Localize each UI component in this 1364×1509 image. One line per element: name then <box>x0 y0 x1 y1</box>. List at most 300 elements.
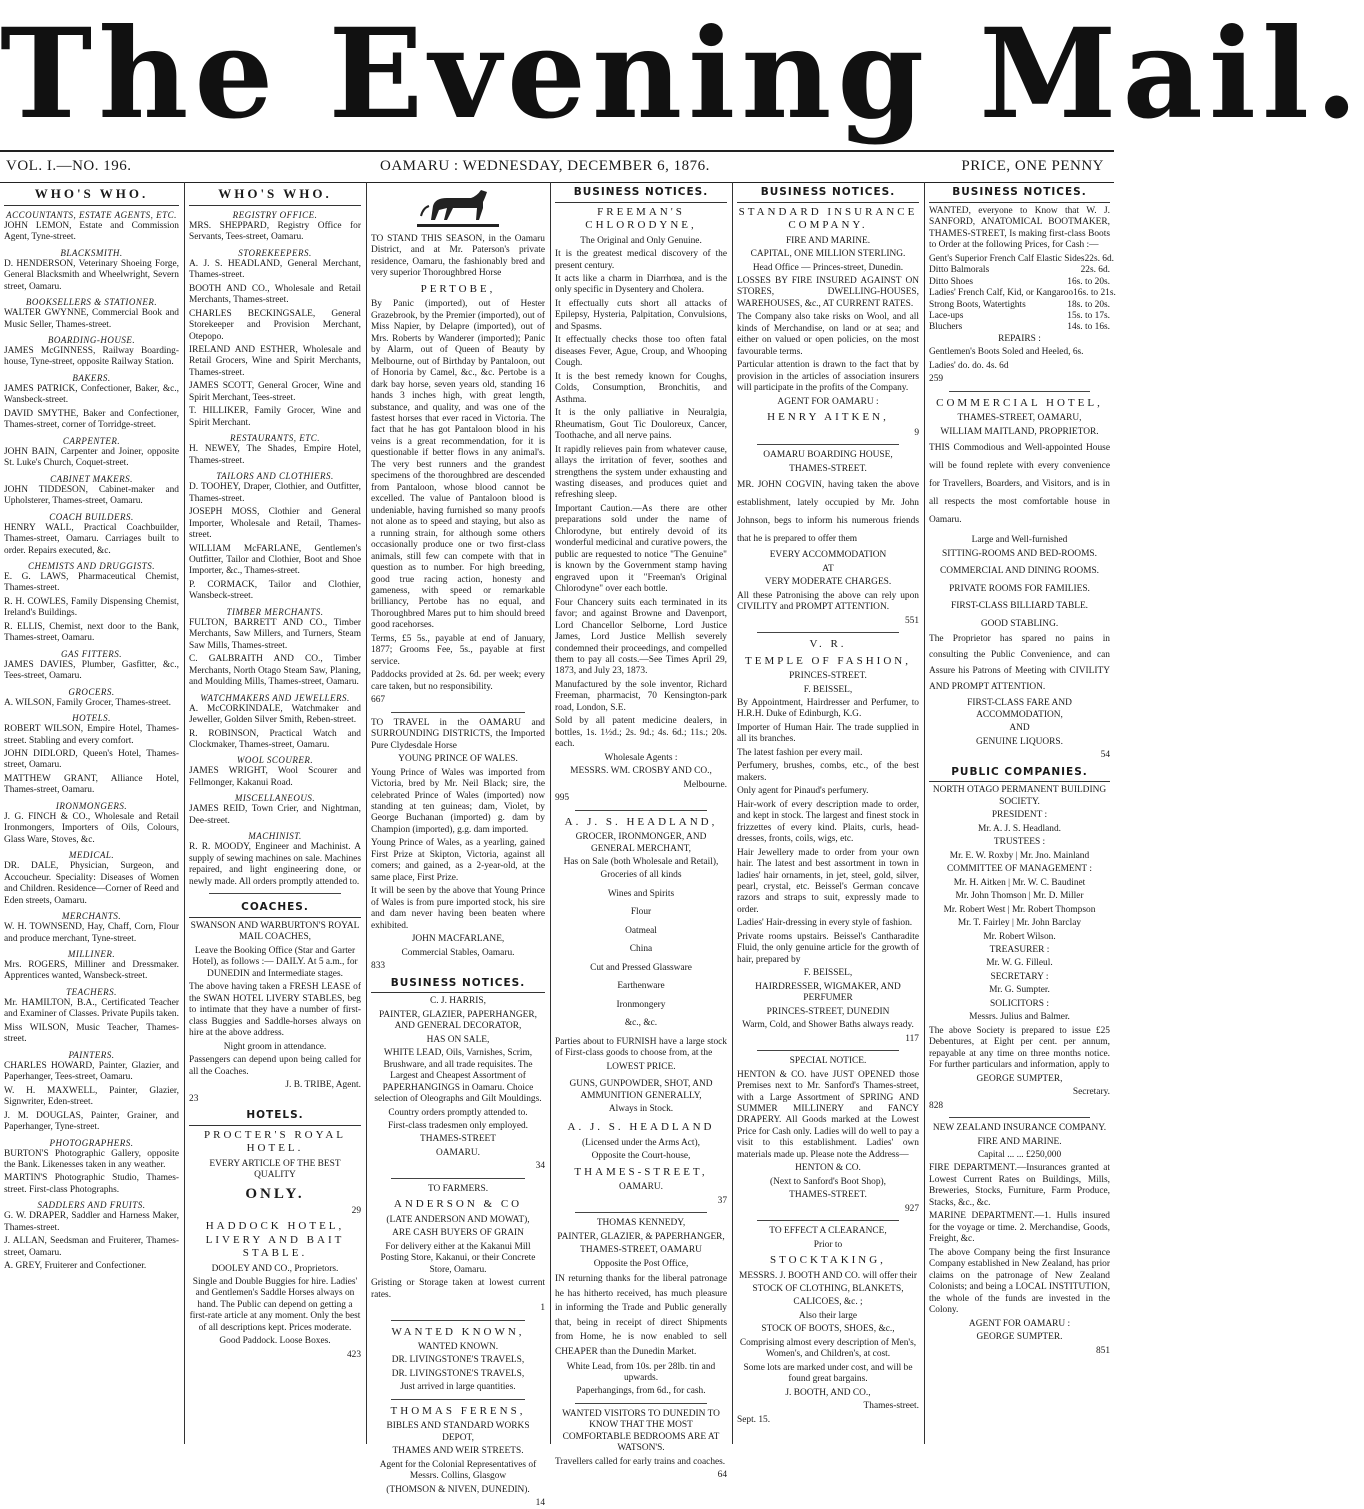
headland-items <box>555 870 727 1029</box>
fashion-paragraph: The latest fashion per every mail. <box>737 747 863 758</box>
ad-number: 667 <box>371 695 386 706</box>
coaches-body: Leave the Booking Office (Star and Garter Hotel), as follows :— DAILY. At 5 a.m., for DUNEDIN and Intermediate stages. <box>192 945 358 979</box>
boarding-line: VERY MODERATE CHARGES. <box>764 577 892 588</box>
directory-entry: JAMES McGINNESS, Railway Boarding-house, Tyne-street, opposite Railway Station. <box>4 346 179 368</box>
directory-entry: WILLIAM McFARLANE, Gentlemen's Outfitter, Tailor and Clothier, Boot and Shoe Importer, &c., Thames-street. <box>189 543 361 577</box>
headland-stock: Always in Stock. <box>608 1104 674 1115</box>
freeman-paragraph: It is the greatest medical discovery of the present century. <box>555 249 727 271</box>
freeman-paragraph: It is the best remedy known for Coughs, Colds, Consumption, Bronchitis, and Asthma. <box>555 371 727 405</box>
royal-cipher: V. R. <box>809 638 847 651</box>
commercial-line: Large and Well-furnished <box>971 535 1068 546</box>
directory-entry: Miss WILSON, Music Teacher, Thames-street. <box>4 1022 179 1045</box>
freeman-title: FREEMAN'S CHLORODYNE, <box>585 205 697 232</box>
section-heading: CABINET MAKERS. <box>50 473 133 484</box>
building-label: COMMITTEE OF MANAGEMENT : <box>947 864 1092 875</box>
section-heading: PAINTERS. <box>68 1049 115 1060</box>
ad-number: 259 <box>929 374 944 385</box>
price-item: Bluchers <box>929 322 963 333</box>
directory-entry: CHARLES HOWARD, Painter, Glazier, and Paperhanger, Tees-street, Oamaru. <box>4 1060 179 1083</box>
harris-line: Country orders promptly attended to. <box>388 1107 528 1118</box>
kennedy-paper: Paperhangings, from 6d., for cash. <box>576 1386 706 1397</box>
freeman-paragraph: It effectually checks those too often fatal diseases Fever, Ague, Croup, and Whooping Cough. <box>555 335 727 369</box>
column-3 <box>367 182 549 1509</box>
fashion-paragraph: Importer of Human Hair. The trade supplied in all its branches. <box>737 722 919 745</box>
section-heading: BOOKSELLERS & STATIONER. <box>25 297 158 308</box>
headland-has: Has on Sale (both Wholesale and Retail), <box>563 856 719 867</box>
section-heading: BAKERS. <box>72 372 111 383</box>
committee-list <box>929 878 1110 943</box>
fashion-street: PRINCES-STREET. <box>789 671 867 682</box>
hotel-name: PROCTER'S ROYAL HOTEL. <box>203 1128 347 1155</box>
clearance-body: MESSRS. J. BOOTH AND CO. will offer their <box>739 1270 917 1281</box>
repairs-line: Gentlemen's Boots Soled and Heeled, 6s. <box>929 347 1084 358</box>
insurance-title: STANDARD INSURANCE COMPANY. <box>738 205 918 232</box>
directory-entry: A. McCORKINDALE, Watchmaker and Jeweller, Golden Silver Smith, Reben-street. <box>189 703 361 726</box>
fashion-trade: HAIRDRESSER, WIGMAKER, AND PERFUMER <box>755 981 901 1004</box>
building-label: SECRETARY : <box>990 971 1049 982</box>
repairs-line: Ladies' do. do. 4s. 6d <box>929 360 1009 371</box>
commercial-body: The Proprietor has spared no pains in consulting the Public Convenience, and can Assure his Patrons of Meeting with CIVILITY AND PROMPT ATTENTION. <box>929 634 1110 693</box>
fashion-paragraphs <box>737 698 919 966</box>
directory-entry: JAMES SCOTT, General Grocer, Wine and Spirit Merchant, Tees-street. <box>189 381 361 403</box>
headland-parties: Parties about to FURNISH have a large stock of First-class goods to choose from, at the <box>555 1036 727 1059</box>
coaches-body: Passengers can depend upon being called for all the Coaches. <box>189 1055 361 1077</box>
headland-item: Wines and Spirits <box>607 888 675 899</box>
ad-number: 29 <box>351 1205 361 1216</box>
section-heading: TEACHERS. <box>66 986 117 997</box>
headland-item: Earthenware <box>617 981 665 992</box>
business-notices-heading: BUSINESS NOTICES. <box>737 184 919 203</box>
freeman-place: Melbourne. <box>683 779 727 790</box>
price-item: Ladies' French Calf, Kid, or Kangaroo <box>929 288 1074 299</box>
anderson-buyers: ARE CASH BUYERS OF GRAIN <box>392 1228 524 1239</box>
nz-body: MARINE DEPARTMENT.—1. Hulls insured for the voyage or time. 2. Merchandise, Goods, Freight, &c. <box>929 1211 1110 1245</box>
price-row <box>929 322 1110 333</box>
ad-number: 117 <box>905 1033 919 1044</box>
column-4 <box>551 182 731 1481</box>
price-item: Ditto Balmorals <box>929 265 990 276</box>
harris-line: First-class tradesmen only employed. <box>387 1121 529 1132</box>
directory-entry: JOHN TIDDESON, Cabinet-maker and Upholsterer, Thames-street, Oamaru. <box>4 484 179 507</box>
coaches-heading: COACHES. <box>189 899 361 918</box>
clearance-line: STOCK OF CLOTHING, BLANKETS, <box>752 1284 904 1295</box>
ad-number: 423 <box>346 1349 361 1360</box>
fashion-paragraph: Perfumery, brushes, combs, etc., of the best makers. <box>737 761 919 783</box>
directory-entry: JOSEPH MOSS, Clothier and General Importer, Wholesale and Retail, Thames-street. <box>189 507 361 541</box>
hotel-name: HADDOCK HOTEL, LIVERY AND BAIT STABLE. <box>205 1220 345 1260</box>
boarding-line: EVERY ACCOMMODATION <box>769 550 887 561</box>
commercial-line: SITTING-ROOMS AND BED-ROOMS. <box>942 548 1097 559</box>
column-heading: WHO'S WHO. <box>189 184 361 206</box>
directory-entry: Mr. HAMILTON, B.A., Certificated Teacher and Examiner of Classes. Private Pupils taken. <box>4 997 179 1020</box>
price-value: 22s. 6d. <box>1084 253 1115 264</box>
boarding-title: OAMARU BOARDING HOUSE, <box>763 450 893 461</box>
fashion-name: F. BEISSEL, <box>803 684 853 695</box>
headland-item: China <box>629 944 653 955</box>
fashion-paragraph: Ladies' Hair-dressing in every style of fashion. <box>737 918 913 929</box>
nz-sub: FIRE AND MARINE. <box>977 1136 1062 1147</box>
directory-entry: W. H. MAXWELL, Painter, Glazier, Signwriter, Eden-street. <box>4 1085 179 1108</box>
section-heading: GROCERS. <box>68 686 115 697</box>
ad-number: 64 <box>717 1470 727 1481</box>
fashion-paragraph: Only agent for Pinaud's perfumery. <box>737 786 869 797</box>
wanted-line: DR. LIVINGSTONE'S TRAVELS, <box>391 1355 525 1366</box>
directory-entry: JAMES DAVIES, Plumber, Gasfitter, &c., Tees-street, Oamaru. <box>4 659 179 682</box>
commercial-body: THIS Commodious and Well-appointed House will be found replete with every convenience for Travellers, Boarders, and Visitors, and is in all respects the most comfortable house in Oamaru. <box>929 443 1110 525</box>
commercial-line: FIRST-CLASS FARE AND ACCOMMODATION, <box>967 698 1072 720</box>
directory-entry: A. WILSON, Family Grocer, Thames-street. <box>4 697 171 708</box>
directory-entry: W. H. TOWNSEND, Hay, Chaff, Corn, Flour and produce merchant, Tyne-street. <box>4 922 179 944</box>
fashion-title: TEMPLE OF FASHION, <box>745 654 911 667</box>
nz-agent: GEORGE SUMPTER. <box>976 1332 1063 1343</box>
directory-list <box>189 210 361 888</box>
directory-entry: J. ALLAN, Seedsman and Fruiterer, Thames-street, Oamaru. <box>4 1236 179 1258</box>
ferens-line: Agent for the Colonial Representatives of Messrs. Collins, Glasgow <box>379 1459 537 1482</box>
insurance-agent-label: AGENT FOR OAMARU : <box>777 396 879 407</box>
hotel-owner: DOOLEY AND CO., Proprietors. <box>211 1263 339 1274</box>
directory-entry: DAVID SMYTHE, Baker and Confectioner, Thames-street, corner of Torridge-street. <box>4 408 179 431</box>
dateline <box>0 150 1114 183</box>
directory-entry: R. H. COWLES, Family Dispensing Chemist, Ireland's Buildings. <box>4 596 179 619</box>
wanted-title: WANTED KNOWN, <box>391 1325 525 1338</box>
ad-number: 34 <box>535 1161 545 1172</box>
directory-entry: D. HENDERSON, Veterinary Shoeing Forge, General Blacksmith and Wheelwright, Severn street, Oamaru. <box>4 258 179 292</box>
directory-entry: T. HILLIKER, Family Grocer, Wine and Spirit Merchant. <box>189 406 361 428</box>
visitors-title: WANTED VISITORS TO DUNEDIN TO KNOW THAT THE MOST COMFORTABLE BEDROOMS ARE AT WATSON'S. <box>562 1408 720 1454</box>
directory-entry: A. J. S. HEADLAND, General Merchant, Thames-street. <box>189 258 361 281</box>
directory-entry: D. TOOHEY, Draper, Clothier, and Outfitter, Thames-street. <box>189 482 361 504</box>
freeman-sub: The Original and Only Genuine. <box>580 235 702 246</box>
harris-body: WHITE LEAD, Oils, Varnishes, Scrim, Brushware, and all trade requisites. The Largest and Cheapest Assortment of PAPERHANGINGS in Oamaru. Choice selection of Oleographs and Gilt Mouldings. <box>374 1048 542 1105</box>
freeman-paragraph: Four Chancery suits each terminated in its favor; and against Browne and Davenport, Lord Chancellor Selborne, Lord Justice James, Lord Justice Mellish severely condemned their proceedings, and compelled them to pay all costs.—See Times April 29, 1873, and July 23, 1873. <box>555 597 727 677</box>
directory-entry: WALTER GWYNNE, Commercial Book and Music Seller, Thames-street. <box>4 308 179 330</box>
section-heading: IRONMONGERS. <box>55 800 128 811</box>
section-heading: RESTAURANTS, ETC. <box>229 433 321 444</box>
travel-body: Young Prince of Wales was imported from Victoria, bred by Mr. Neil Black; sire, the celebrated Prince of Wales (imported) now standing at ten guineas; dam, Violet, by George Buchanan (imported) g. dam by Champion (imported), g.g. dam imported. <box>371 767 545 835</box>
directory-entry: JOHN BAIN, Carpenter and Joiner, opposite St. Luke's Church, Coquet-street. <box>4 446 179 469</box>
section-heading: MILLINER. <box>67 949 116 960</box>
column-5 <box>733 182 923 1444</box>
issue-price: PRICE, ONE PENNY <box>961 158 1104 174</box>
headland-lowest: LOWEST PRICE. <box>606 1061 676 1072</box>
building-label: SOLICITORS : <box>990 998 1049 1009</box>
headland-name: A. J. S. HEADLAND <box>567 1121 715 1134</box>
headland-item: Oatmeal <box>625 925 657 936</box>
headland-guns: GUNS, GUNPOWDER, SHOT, AND AMMUNITION GENERALLY, <box>569 1079 713 1101</box>
column-2 <box>185 182 365 1444</box>
ad-number: 851 <box>1095 1345 1110 1356</box>
ad-number: 23 <box>189 1093 199 1104</box>
ferens-line: BIBLES AND STANDARD WORKS DEPOT, <box>386 1421 530 1443</box>
building-name: Mr. G. Sumpter. <box>989 985 1050 996</box>
clearance-body: Some lots are marked under cost, and will be found great bargains. <box>743 1362 913 1385</box>
fashion-baths: Warm, Cold, and Shower Baths always ready. <box>742 1020 914 1031</box>
fashion-paragraph: Private rooms upstairs. Beissel's Cantharadite Fluid, the only genuine article for the growth of hair, prepared by <box>737 931 919 965</box>
freeman-paragraph: It effectually cuts short all attacks of Epilepsy, Hysteria, Palpitation, Convulsions, and Spasms. <box>555 298 727 332</box>
building-name: Messrs. Julius and Balmer. <box>969 1012 1070 1023</box>
sanford-body: WANTED, everyone to Know that W. J. SANFORD, ANATOMICAL BOOTMAKER, THAMES-STREET, Is making first-class Boots to Order at the following Prices, for Cash :— <box>929 205 1110 251</box>
travel-body: It will be seen by the above that Young Prince of Wales is from pure imported stock, his sire and dam never having been beaten where exhibited. <box>371 886 545 931</box>
commercial-line: COMMERCIAL AND DINING ROOMS. <box>939 566 1100 577</box>
clearance-body: Comprising almost every description of Men's, Women's, and Children's, at cost. <box>739 1337 917 1360</box>
ad-number: 833 <box>371 961 386 972</box>
boarding-body: All these Patronising the above can rely upon CIVILITY and PROMPT ATTENTION. <box>737 590 919 613</box>
horse-name: YOUNG PRINCE OF WALES. <box>398 754 518 765</box>
harris-town: OAMARU. <box>435 1147 480 1158</box>
clearance-date: Sept. 15. <box>737 1414 771 1425</box>
freeman-paragraph: It is the only palliative in Neuralgia, Rheumatism, Gout Tic Douloreux, Cancer, Toothache, and all nerve pains. <box>555 408 727 442</box>
section-heading: BLACKSMITH. <box>60 247 123 258</box>
committee-member: Mr. Robert Wilson. <box>983 931 1056 942</box>
wanted-sub: WANTED KNOWN. <box>417 1341 499 1352</box>
price-value: 15s. to 17s. <box>1067 311 1110 322</box>
issue-date: OAMARU : WEDNESDAY, DECEMBER 6, 1876. <box>380 158 710 174</box>
harris-trade: PAINTER, GLAZIER, PAPERHANGER, AND GENERAL DECORATOR, <box>379 1009 537 1032</box>
commercial-line: PRIVATE ROOMS FOR FAMILIES. <box>949 583 1090 594</box>
headland-item: Flour <box>630 907 652 918</box>
column-6 <box>925 182 1114 1444</box>
fashion-name: F. BEISSEL, <box>803 968 853 979</box>
boarding-street: THAMES-STREET. <box>789 463 867 474</box>
committee-member: Mr. H. Aitken | Mr. W. C. Baudinet <box>953 877 1086 888</box>
section-heading: MISCELLANEOUS. <box>234 793 316 804</box>
fashion-paragraph: By Appointment, Hairdresser and Perfumer, to H.R.H. Duke of Edinburgh, K.G. <box>737 697 919 720</box>
nz-body: The above Company being the first Insurance Company established in New Zealand, has prior claims on the patronage of New Zealand Colonists; and being a LOCAL INSTITUTION, the whole of the funds are invested in the Colony. <box>929 1247 1110 1316</box>
price-value: 22s. 6d. <box>1080 265 1110 276</box>
clearance-stock: STOCKTAKING, <box>770 1254 886 1267</box>
building-label: TREASURER : <box>989 944 1050 955</box>
headland-trade: GROCER, IRONMONGER, AND GENERAL MERCHANT, <box>575 832 707 854</box>
directory-entry: MATTHEW GRANT, Alliance Hotel, Thames-street, Oamaru. <box>4 773 179 796</box>
kennedy-body: IN returning thanks for the liberal patronage he has hitherto received, has much pleasure in informing the Trade and Public generally that, being in receipt of direct Shipments from Home, he is now enabled to sell CHEAPER than the Dunedin Market. <box>555 1274 727 1357</box>
price-value: 16s. to 21s. <box>1073 288 1116 299</box>
section-heading: ACCOUNTANTS, ESTATE AGENTS, ETC. <box>6 209 177 220</box>
freeman-agents: Wholesale Agents : <box>604 752 678 763</box>
directory-entry: G. W. DRAPER, Saddler and Harness Maker, Thames-street. <box>4 1211 179 1233</box>
headland-street: THAMES-STREET, <box>574 1165 708 1178</box>
harris-name: C. J. HARRIS, <box>429 996 486 1007</box>
directory-entry: P. CORMACK, Tailor and Clothier, Wansbeck-street. <box>189 579 361 602</box>
directory-entry: BOOTH AND CO., Wholesale and Retail Merchants, Thames-street. <box>189 283 361 306</box>
pertobe-body: By Panic (imported), out of Hester Grazebrook, by the Premier (imported), out of Miss Napier, by Delapre (imported), out of Mrs. Roberts by Wanderer (imported); Panic by Alarm, out of Queen of Beauty by Melbourne, out of Birthday by Pantaloon, out of Honoria by Camel, &c., &c. Pertobe is a dark bay horse, seven years old, standing 16 hands 3 inches high, with great length, substance, and quality, and was one of the fastest horses that ever raced in Victoria. The fact that he has got Pantaloon blood in his veins is a great recommendation, for it is questionable if better flows in any animal's. The very best runners and the grandest specimens of the thoroughbred are descended from Pantaloon, whose blood cannot be excelled. The value of Pantaloon blood is undeniable, having furnished so many proofs not alone as to speed and staying, but also as a running strain, for although some others occasionally produce one or two first-class animals, still few can compete with that in question as to number. For high breeding, good true racing action, honesty and gameness, with speed or remarkable brilliancy, Pertobe has no equal, and Thoroughbred Mares put to him should breed good racehorses. <box>371 299 545 631</box>
freeman-paragraphs <box>555 249 727 751</box>
section-heading: WOOL SCOURER. <box>236 755 314 766</box>
commercial-line: GENUINE LIQUORS. <box>976 736 1063 747</box>
coaches-body: The above having taken a FRESH LEASE of the SWAN HOTEL LIVERY STABLES, beg to intimate that they have a number of first-class Buggies and Saddle-horses always on hire at the above address. <box>189 982 361 1039</box>
insurance-body: Particular attention is drawn to the fact that by provision in the articles of association insurers will participate in the profits of the Company. <box>737 360 919 394</box>
section-heading: PHOTOGRAPHERS. <box>49 1137 134 1148</box>
clearance-title: TO EFFECT A CLEARANCE, <box>769 1226 887 1237</box>
insurance-agent: HENRY AITKEN, <box>767 411 889 424</box>
headland-item: Cut and Pressed Glassware <box>590 962 692 973</box>
headland-item: &c., &c. <box>624 1018 658 1029</box>
headland-opposite: Opposite the Court-house, <box>591 1151 691 1162</box>
price-row <box>929 277 1110 288</box>
building-label: PRESIDENT : <box>991 810 1048 821</box>
section-heading: MACHINIST. <box>248 831 302 842</box>
fashion-paragraph: Hair-work of every description made to order, and kept in stock. The largest and finest stock in frizzettes of every kind. Plaits, curls, head-dresses, fronts, coils, wigs, etc. <box>737 799 919 845</box>
newspaper-title: The Evening Mail. <box>0 2 1364 147</box>
travel-body: Young Prince of Wales, as a yearling, gained First Prize at Skipton, Victoria, against all comers; and gained, as a 2-year-old, at the same place, First Prize. <box>371 838 545 883</box>
directory-entry: MARTIN'S Photographic Studio, Thames-street. First-class Photographs. <box>4 1173 179 1195</box>
building-name: Mr. E. W. Roxby | Mr. Jno. Mainland <box>949 850 1090 861</box>
price-item: Gent's Superior French Calf Elastic Sides <box>929 253 1085 264</box>
directory-entry: R. R. MOODY, Engineer and Machinist. A supply of sewing machines on sale. Machines repaired, and light engineering done, or newly made. All orders promptly attended to. <box>189 842 361 887</box>
ad-number: 927 <box>904 1203 919 1214</box>
directory-entry: Mrs. ROGERS, Milliner and Dressmaker. Apprentices wanted, Wansbeck-street. <box>4 959 179 982</box>
fashion-town: PRINCES-STREET, DUNEDIN <box>766 1006 890 1017</box>
freeman-paragraph: Sold by all patent medicine dealers, in bottles, 1s. 1½d.; 2s. 9d.; 4s. 6d.; 11s.; 20s. each. <box>555 716 727 750</box>
clearance-line: STOCK OF BOOTS, SHOES, &c., <box>761 1324 895 1335</box>
directory-entry: JAMES PATRICK, Confectioner, Baker, &c., Wansbeck-street. <box>4 383 179 406</box>
freeman-paragraph: Important Caution.—As there are other preparations sold under the name of Chlorodyne, but entirely devoid of its wonderful medicinal and curative powers, the public are requested to notice "The Genuine" is known by the Government stamp having engraved upon it "Freeman's Original Chlorodyne" over each bottle. <box>555 503 727 595</box>
coaches-title: SWANSON AND WARBURTON'S ROYAL MAIL COACHES, <box>190 920 360 943</box>
nz-title: NEW ZEALAND INSURANCE COMPANY. <box>932 1123 1107 1134</box>
ferens-name: THOMAS FERENS, <box>390 1404 526 1417</box>
section-heading: GAS FITTERS. <box>61 648 122 659</box>
directory-entry: J. G. FINCH & CO., Wholesale and Retail Ironmongers, Importers of Oils, Colours, Glass Ware, Stoves, &c. <box>4 811 179 845</box>
travel-signature: JOHN MACFARLANE, <box>411 934 505 945</box>
directory-entry: JAMES REID, Town Crier, and Nightman, Dee-street. <box>189 804 361 826</box>
freeman-paragraph: It rapidly relieves pain from whatever cause, allays the irritation of fever, soothes and strengthens the system under exhausting and wasting diseases, and produces quiet and refreshing sleep. <box>555 444 727 501</box>
directory-list <box>4 210 179 1273</box>
building-label: TRUSTEES : <box>993 837 1046 848</box>
directory-entry: JAMES WRIGHT, Wool Scourer and Fellmonger, Kakanui Road. <box>189 766 361 788</box>
volume-number: VOL. I.—NO. 196. <box>6 158 132 174</box>
freeman-paragraph: It acts like a charm in Diarrhœa, and is the only specific in Dysentery and Cholera. <box>555 274 727 296</box>
visitors-body: Travellers called for early trains and coaches. <box>555 1456 726 1467</box>
kennedy-name: THOMAS KENNEDY, <box>596 1218 686 1229</box>
kennedy-lead: White Lead, from 10s. per 28lb. tin and upwards. <box>566 1361 716 1383</box>
price-row <box>929 288 1116 299</box>
directory-entry: E. G. LAWS, Pharmaceutical Chemist, Thames-street. <box>4 571 179 594</box>
special-heading: SPECIAL NOTICE. <box>789 1056 867 1067</box>
insurance-office: Head Office — Princes-street, Dunedin. <box>752 262 904 273</box>
price-item: Ditto Shoes <box>929 276 974 287</box>
directory-entry: C. GALBRAITH AND CO., Timber Merchants, North Otago Steam Saw, Planing, and Moulding Mills, Thames-street, Oamaru. <box>189 654 361 688</box>
ad-number: 995 <box>555 793 570 804</box>
commercial-street: THAMES-STREET, OAMARU, <box>957 413 1082 424</box>
headland-name: A. J. S. HEADLAND, <box>564 815 718 828</box>
price-row <box>929 300 1110 311</box>
hotel-only: ONLY. <box>245 1185 305 1202</box>
directory-entry: ROBERT WILSON, Empire Hotel, Thames-street. Stabling and every comfort. <box>4 724 179 746</box>
commercial-proprietor: WILLIAM MAITLAND, PROPRIETOR. <box>940 426 1099 437</box>
committee-member: Mr. John Thomson | Mr. D. Miller <box>955 891 1084 902</box>
price-row <box>929 253 1115 265</box>
kennedy-address: THAMES-STREET, OAMARU <box>580 1245 702 1256</box>
directory-entry: R. ROBINSON, Practical Watch and Clockmaker, Thames-street, Oamaru. <box>189 728 361 751</box>
wanted-line: DR. LIVINGSTONE'S TRAVELS, <box>391 1368 525 1379</box>
anderson-late: (LATE ANDERSON AND MOWAT), <box>386 1214 530 1225</box>
boarding-line: AT <box>822 563 834 574</box>
price-value: 18s. to 20s. <box>1067 299 1110 310</box>
special-body: HENTON & CO. have JUST OPENED those Premises next to Mr. Sanford's Thames-street, with a Large Assortment of SPRING AND SUMMER MILLINERY and FANCY DRAPERY. All Goods marked at the Lowest Price for Cash only. Ladies will do well to pay a visit to this establishment. Ladies' own materials made up. Please note the Address— <box>737 1069 919 1160</box>
headland-licensed: (Licensed under the Arms Act), <box>582 1137 700 1148</box>
repairs-heading: REPAIRS : <box>998 333 1041 344</box>
building-signature: GEORGE SUMPTER, <box>976 1073 1063 1084</box>
building-role: Secretary. <box>1072 1087 1110 1098</box>
directory-entry: IRELAND AND ESTHER, Wholesale and Retail Grocers, Wine and Spirit Merchants, Thames-street. <box>189 345 361 378</box>
ad-number: 9 <box>914 427 919 438</box>
fashion-paragraph: Hair Jewellery made to order from your own hair. The latest and best assortment in town in ladies' hair ornaments, in jet, steel, gold, silver, pearl, crystal, etc. Beissel's German concave razors and straps to suit, expressly made to order. <box>737 847 919 915</box>
section-heading: CHEMISTS AND DRUGGISTS. <box>27 560 156 571</box>
section-heading: TIMBER MERCHANTS. <box>226 606 324 617</box>
public-companies-heading: PUBLIC COMPANIES. <box>929 764 1110 783</box>
section-heading: SADDLERS AND FRUITS. <box>37 1200 146 1211</box>
building-body: The above Society is prepared to issue £25 Debentures, at Eight per cent. per annum, repayable at any time on three months notice. For further particulars and information, apply to <box>929 1025 1110 1071</box>
headland-town: OAMARU. <box>618 1182 663 1193</box>
pertobe-paddock: Paddocks provided at 2s. 6d. per week; every care taken, but no responsibility. <box>371 670 545 692</box>
building-name: Mr. W. G. Filleul. <box>986 958 1053 969</box>
price-list <box>929 253 1116 334</box>
section-heading: TAILORS AND CLOTHIERS. <box>216 471 334 482</box>
section-heading: CARPENTER. <box>62 435 121 446</box>
commercial-line: GOOD STABLING. <box>980 618 1059 629</box>
directory-entry: HENRY WALL, Practical Coachbuilder, Thames-street, Oamaru. Carriages built to order. Repairs executed, &c. <box>4 522 179 556</box>
ad-number: 14 <box>535 1498 545 1509</box>
section-heading: REGISTRY OFFICE. <box>232 209 318 220</box>
hotels-heading: HOTELS. <box>189 1107 361 1126</box>
travel-title: TO TRAVEL in the OAMARU and SURROUNDING DISTRICTS, the Imported Pure Clydesdale Horse <box>371 717 545 751</box>
kennedy-opposite: Opposite the Post Office, <box>593 1258 689 1269</box>
nz-capital: Capital ... ... £250,000 <box>977 1150 1062 1161</box>
directory-entry: R. ELLIS, Chemist, next door to the Bank, Thames-street, Oamaru. <box>4 621 179 644</box>
ad-number: 551 <box>904 615 919 626</box>
directory-entry: MRS. SHEPPARD, Registry Office for Servants, Tees-street, Oamaru. <box>189 220 361 243</box>
freeman-agent: MESSRS. WM. CROSBY AND CO., <box>570 766 712 777</box>
clearance-line: Also their large <box>798 1310 858 1321</box>
coaches-body: Night groom in attendance. <box>223 1041 327 1052</box>
wanted-line: Just arrived in large quantities. <box>400 1382 516 1393</box>
hotel-foot: Good Paddock. Loose Boxes. <box>219 1336 331 1347</box>
price-row <box>929 265 1110 276</box>
building-title: NORTH OTAGO PERMANENT BUILDING SOCIETY. <box>932 785 1107 807</box>
nz-agent-label: AGENT FOR OAMARU : <box>968 1318 1071 1329</box>
committee-member: Mr. T. Fairley | Mr. John Barclay <box>957 918 1082 929</box>
farmers-heading: TO FARMERS. <box>427 1183 489 1194</box>
clearance-line: CALICOES, &c. ; <box>793 1297 863 1308</box>
ad-number: 1 <box>540 1303 545 1314</box>
ad-number: 54 <box>1100 750 1110 761</box>
clearance-prior: Prior to <box>813 1239 843 1250</box>
clearance-signature: J. BOOTH, AND CO., <box>785 1387 871 1398</box>
directory-entry: A. GREY, Fruiterer and Confectioner. <box>4 1261 147 1272</box>
hotel-line: EVERY ARTICLE OF THE BEST QUALITY <box>209 1158 341 1181</box>
committee-member: Mr. Robert West | Mr. Robert Thompson <box>943 904 1096 915</box>
section-heading: WATCHMAKERS AND JEWELLERS. <box>200 692 350 703</box>
business-notices-heading: BUSINESS NOTICES. <box>555 184 727 203</box>
section-heading: BOARDING-HOUSE. <box>47 335 136 346</box>
harris-address: THAMES-STREET <box>419 1134 497 1145</box>
directory-entry: JOHN LEMON, Estate and Commission Agent, Tyne-street. <box>4 220 179 243</box>
coaches-signature: J. B. TRIBE, Agent. <box>285 1080 361 1091</box>
pertobe-title: TO STAND THIS SEASON, in the Oamaru District, and at Mr. Paterson's private residence, Oamaru, the fashionably bred and very superior Thoroughbred Horse <box>371 234 545 279</box>
harris-onsale: HAS ON SALE, <box>426 1034 490 1045</box>
price-row <box>929 311 1110 322</box>
column-1 <box>0 182 183 1444</box>
clearance-signature: Thames-street. <box>863 1401 919 1412</box>
ad-number: 828 <box>929 1100 944 1111</box>
pertobe-terms: Terms, £5 5s., payable at end of January, 1877; Grooms Fee, 5s., payable at first service. <box>371 633 545 667</box>
business-notices-heading: BUSINESS NOTICES. <box>929 184 1110 203</box>
anderson-body: For delivery either at the Kakanui Mill Posting Store, Kakanui, or their Concrete Store, Oamaru. <box>380 1241 536 1275</box>
directory-entry: BURTON'S Photographic Gallery, opposite the Bank. Likenesses taken in any weather. <box>4 1148 179 1170</box>
section-heading: COACH BUILDERS. <box>49 511 134 522</box>
anderson-grist: Gristing or Storage taken at lowest current rates. <box>371 1278 545 1300</box>
price-value: 16s. to 20s. <box>1067 276 1110 287</box>
price-item: Strong Boots, Watertights <box>929 299 1026 310</box>
